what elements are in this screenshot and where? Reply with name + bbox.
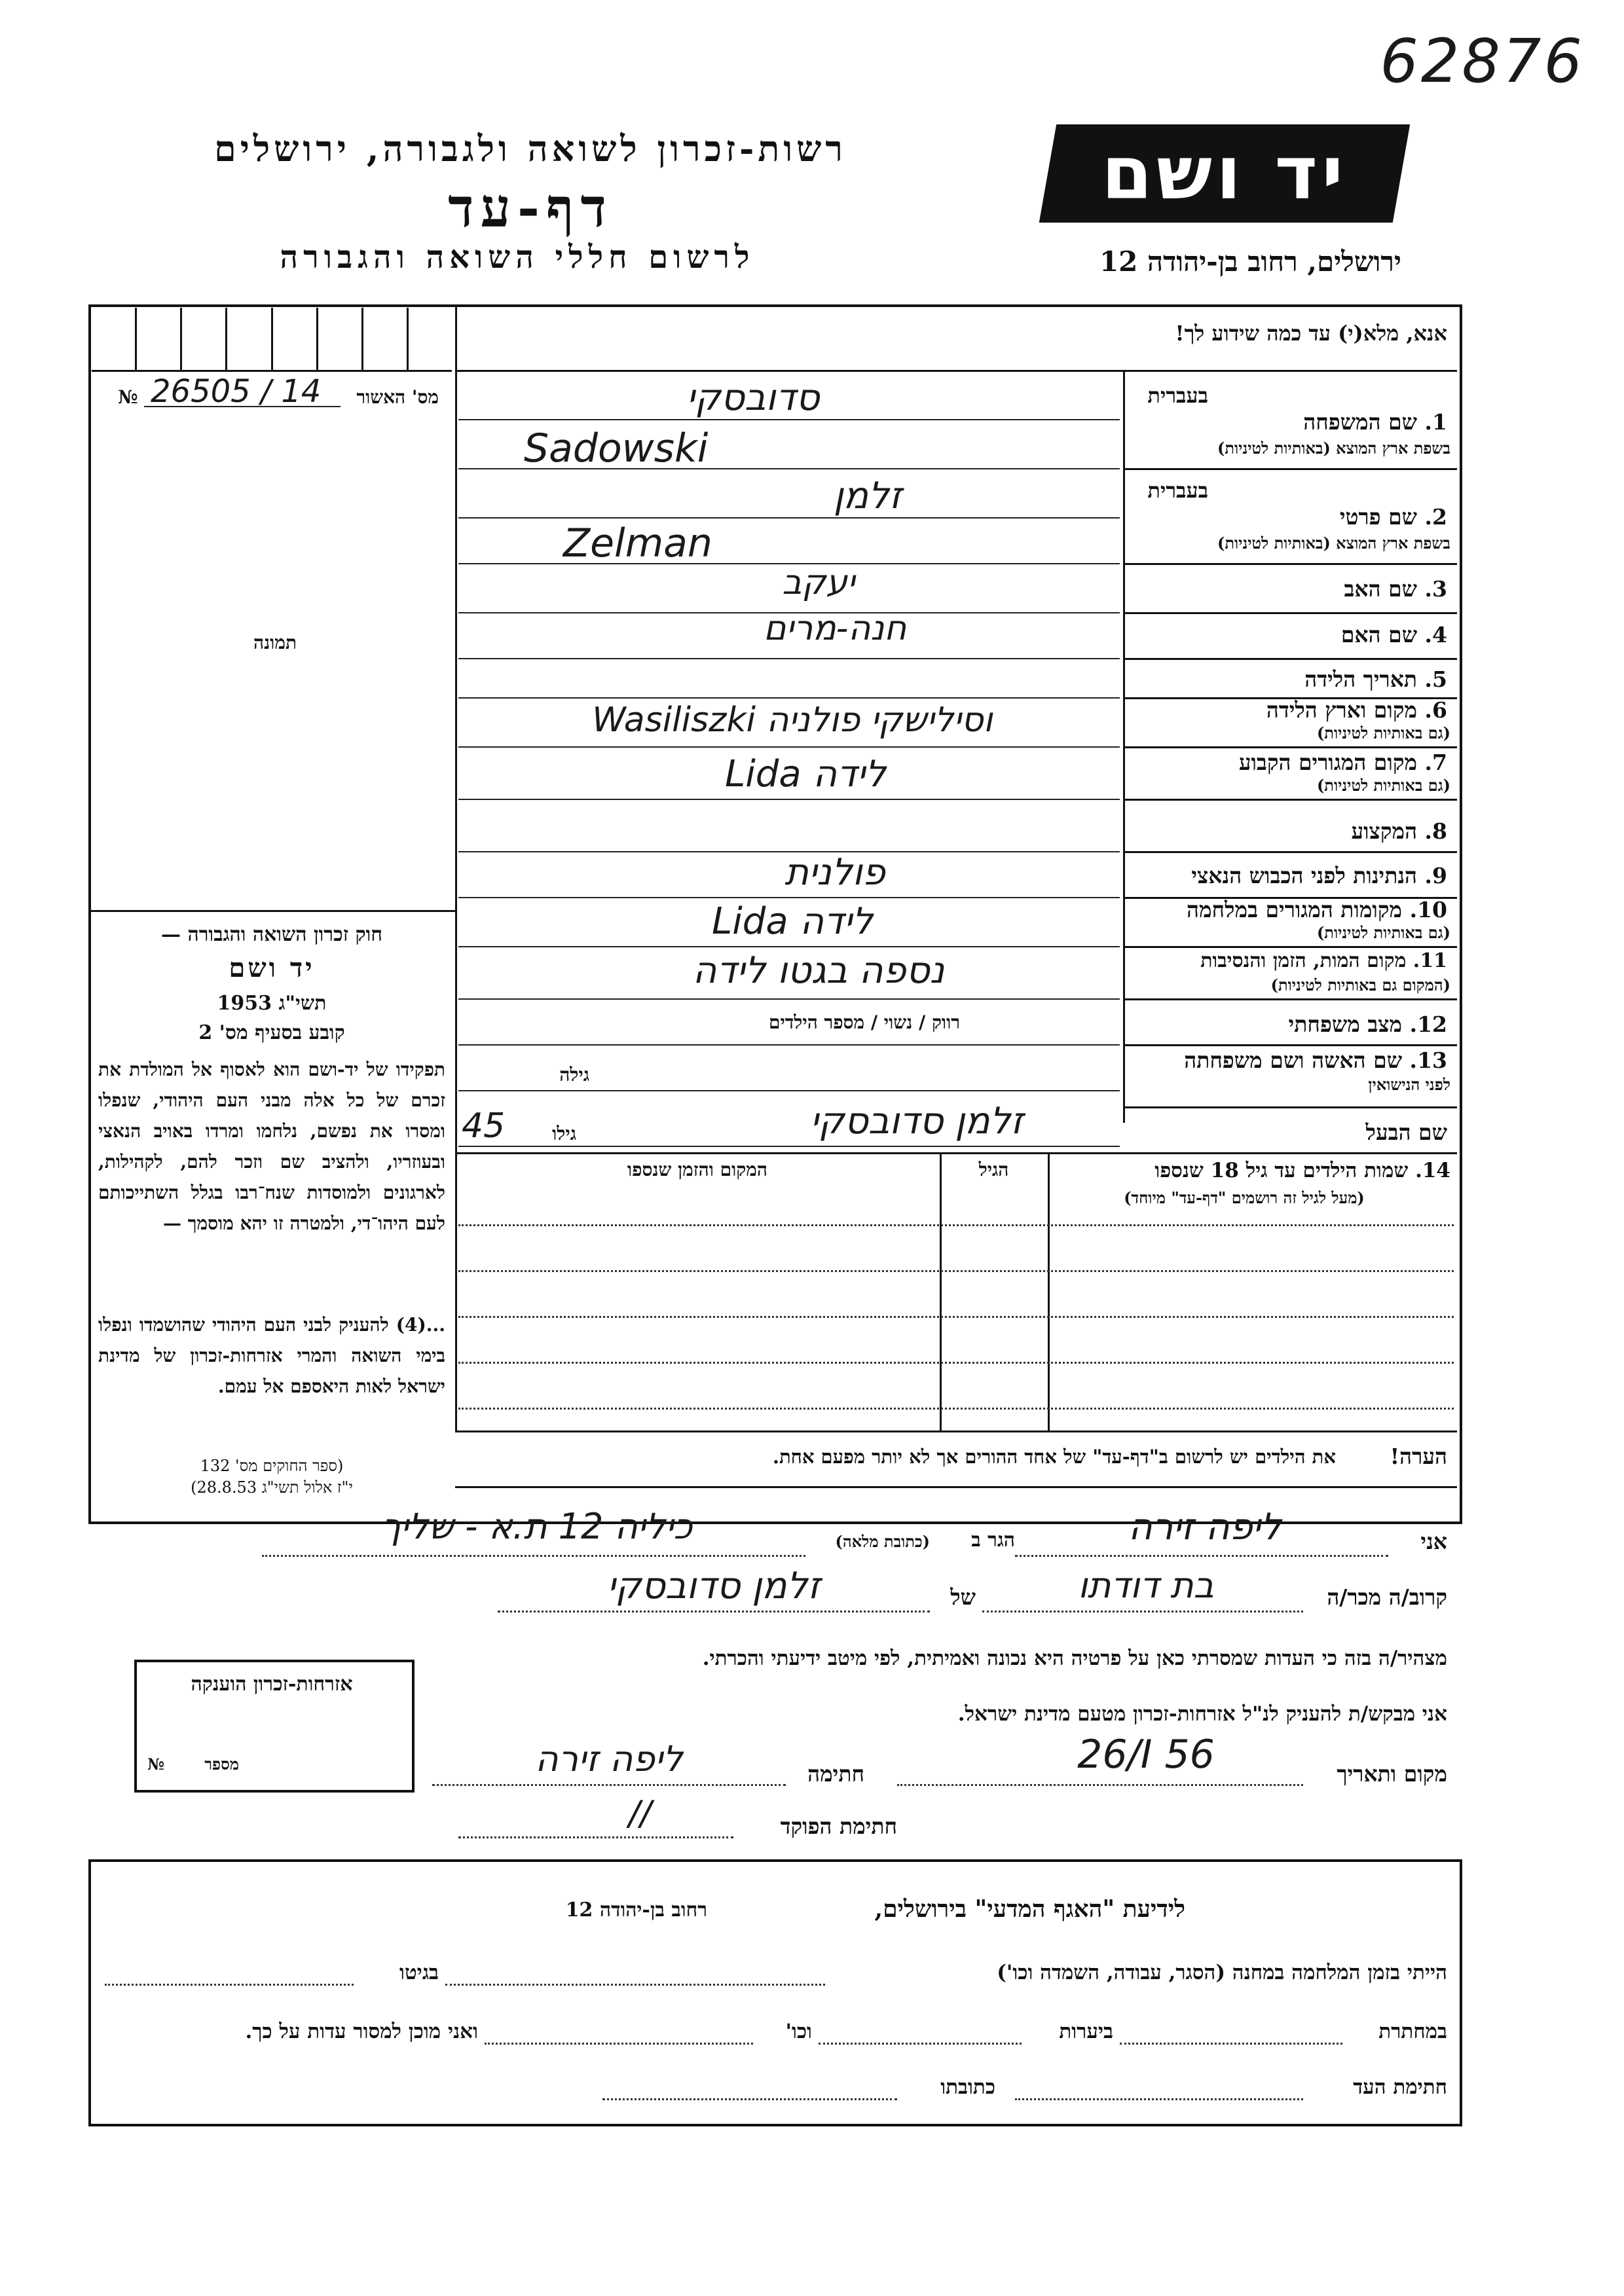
place-date-line: [897, 1784, 1303, 1786]
value-line: [458, 1044, 1120, 1046]
row-divider-2: [1123, 563, 1457, 565]
row-divider-13: [1123, 1106, 1457, 1108]
field-sublabel: (המקום גם באותיות לטיניות): [1270, 975, 1450, 994]
surname-hebrew-value: סדובסקי: [686, 376, 820, 419]
authority-name: רשות-זכרון לשואה ולגבורה, ירושלים: [214, 128, 847, 170]
field-label: 8. המקצוע: [1351, 818, 1447, 844]
bottom-witness-signature-label: חתימת העד: [1353, 2075, 1447, 2099]
row-divider-7: [1123, 799, 1457, 801]
field-label: 10. מקומות המגורים במלחמה: [1187, 897, 1447, 922]
bottom-underground-label: במחתרת: [1378, 2020, 1447, 2043]
field-sublabel: בשפת ארץ המוצא (באותיות לטיניות): [1217, 439, 1450, 458]
value-line: [458, 799, 1120, 800]
bottom-etc-line: [485, 2043, 753, 2045]
field-lang-label: בעברית: [1147, 478, 1208, 503]
field-label: 12. מצב משפחתי: [1288, 1011, 1447, 1037]
value-line: [458, 897, 1120, 898]
children-row-line: [458, 1224, 1454, 1226]
approval-number-label: מס' האשור: [356, 386, 439, 408]
declarant-address-value: כיליה 12 ת.א - שליך: [381, 1506, 693, 1547]
birthplace-value: וסילישקי פולניה Wasiliszki: [592, 701, 993, 740]
children-row-line: [458, 1362, 1454, 1364]
bottom-address: רחוב בן-יהודה 12: [565, 1899, 707, 1922]
row-divider-12: [1123, 1044, 1457, 1046]
bottom-underground-line: [1120, 2043, 1342, 2045]
field-sublabel: (גם באותיות לטיניות): [1316, 776, 1450, 795]
citizenship-no-mark: №: [147, 1755, 165, 1774]
victim-name-repeat-value: זלמן סדובסקי: [607, 1565, 821, 1607]
signature-label: חתימה: [807, 1761, 864, 1787]
bottom-witness-signature-line: [1015, 2098, 1303, 2100]
bottom-witness-address-label: כתובתו: [940, 2075, 995, 2099]
children-age-header: הגיל: [978, 1159, 1009, 1180]
citizenship-box-title: אזרחות-זכרון הוענקה: [191, 1673, 353, 1696]
field-label: 4. שם האם: [1340, 622, 1447, 647]
signature-line: [432, 1784, 786, 1786]
children-top-line: [455, 1152, 1457, 1154]
field-label: 5. תאריך הלידה: [1304, 666, 1447, 692]
death-place-value: נספה בגטו לידה: [692, 949, 945, 992]
husband-age-label: גילו: [552, 1123, 576, 1144]
surname-latin-value: Sadowski: [524, 426, 709, 471]
declarant-name-value: ליפה זירה: [1128, 1506, 1282, 1548]
declarant-label: אני: [1420, 1529, 1447, 1554]
row-divider-4: [1123, 658, 1457, 660]
field-sublabel: (גם באותיות לטיניות): [1316, 723, 1450, 742]
field-label: 2. שם פרטי: [1339, 504, 1447, 530]
note-label: הערה!: [1390, 1444, 1447, 1469]
value-line: [458, 746, 1120, 748]
citizenship-number-label: מספר: [204, 1755, 239, 1774]
value-line: [458, 1146, 1120, 1147]
law-text: תפקידו של יד-ושם הוא לאסוף אל המולדת את זכרם של כל אלה מבני העם היהודי, שנפלו ומסרו את נפשם, נלחמו ומרדו באויב הנאצי ובעוזריו, ולהציב שם וזכר להם, לקהילות, לארגונים ולמוסדות שנח־רבו בגלל השתייכותם לעם היהו־די, ולמטרה זו יהא מוסמך —: [98, 1059, 445, 1234]
field-label: 7. מקום המגורים הקבוע: [1238, 750, 1447, 775]
row-divider-8: [1123, 851, 1457, 853]
bottom-testimony-text: ואני מוכן למסור עדות על כך.: [245, 2020, 478, 2043]
children-row-line: [458, 1270, 1454, 1272]
place-date-label: מקום ותאריך: [1337, 1761, 1447, 1787]
law-name: יד ושם: [229, 953, 315, 983]
field-sublabel: לפני הנישואין: [1368, 1075, 1450, 1094]
value-line: [458, 419, 1120, 420]
field-label: 11. מקום המות, הזמן והנסיבות: [1200, 949, 1447, 972]
bottom-ghetto-label: בגיטו: [399, 1961, 439, 1984]
of-label: של: [950, 1584, 976, 1610]
given-name-hebrew-value: זלמן: [833, 475, 902, 517]
law-box-top-line: [88, 910, 455, 912]
husband-age-value: 45: [462, 1106, 506, 1146]
approval-number-value: 26505 / 14: [151, 373, 322, 410]
field-label: 6. מקום וארץ הלידה: [1266, 697, 1447, 723]
approval-no-mark: №: [118, 386, 138, 408]
address-line: [262, 1555, 805, 1557]
yad-vashem-logo: [1039, 124, 1410, 223]
photo-label: תמונה: [253, 632, 297, 653]
signature-value: ליפה זירה: [535, 1738, 683, 1779]
field-label: 1. שם המשפחה: [1303, 409, 1447, 435]
residence-value: לידה Lida: [725, 753, 886, 795]
given-name-latin-value: Zelman: [563, 520, 712, 566]
bottom-etc-label: וכו': [785, 2020, 812, 2043]
husband-name-value: זלמן סדובסקי: [810, 1100, 1024, 1142]
form-title: דף-עד: [448, 177, 613, 240]
field-lang-label: בעברית: [1147, 383, 1208, 408]
note-bottom-line: [455, 1486, 1457, 1488]
children-label: 14. שמות הילדים עד גיל 18 שנספו: [1154, 1159, 1450, 1182]
row-divider-6: [1123, 746, 1457, 748]
value-line: [458, 517, 1120, 519]
father-name-value: יעקב: [782, 563, 855, 602]
form-subtitle: לרשום חללי השואה והגבורה: [280, 239, 755, 276]
relation-label: קרוב/ה מכר/ה: [1327, 1584, 1447, 1610]
bottom-camp-text: הייתי בזמן המלחמה במחנה (הסגר, עבודה, השמדה וכו'): [997, 1961, 1447, 1984]
request-text: אני מבקש/ת להעניק לנ"ל אזרחות-זכרון מטעם מדינת ישראל.: [957, 1702, 1447, 1726]
left-column-divider: [455, 304, 457, 1430]
statement-text: מצהיר/ה בזה כי העדות שמסרתי כאן על פרטיה היא נכונה ואמיתית, לפי מיטב ידיעתי והכרתי.: [702, 1647, 1447, 1670]
field-label: 13. שם האשה ושם משפחתה: [1184, 1048, 1447, 1073]
field-label: שם הבעל: [1365, 1120, 1447, 1145]
declarant-line: [1015, 1555, 1388, 1557]
value-line: [458, 946, 1120, 947]
archive-number: 62876: [1380, 26, 1585, 96]
marital-status-options: רווק / נשוי / מספר הילדים: [768, 1011, 961, 1033]
law-clause: ...(4) להעניק לבני העם היהודי שהושמדו ונפלו בימי השואה והמרי אזרחות-זכרון של מדינת ישראל לאות היאספם אל עמם.: [98, 1314, 445, 1397]
value-line: [458, 998, 1120, 1000]
value-line: [458, 697, 1120, 699]
law-section: קובע בסעיף מס' 2: [198, 1021, 345, 1044]
officer-signature-value: //: [629, 1794, 652, 1833]
law-source-date: י"ז אלול תשי"ג 28.8.53): [191, 1478, 353, 1497]
officer-signature-label: חתימת הפוקד: [780, 1813, 897, 1839]
logo-text: יד ושם: [1101, 131, 1348, 216]
note-top-line: [455, 1430, 1457, 1432]
row-divider-3: [1123, 612, 1457, 614]
field-label: 3. שם האב: [1344, 576, 1447, 602]
children-sublabel: (מעל לגיל זה רושמים "דף-עד" מיוחד): [1124, 1188, 1365, 1207]
law-year: תשי"ג 1953: [217, 992, 327, 1015]
full-address-label: (כתובת מלאה): [835, 1532, 930, 1551]
bottom-title: לידיעת "האגף המדעי" בירושלים,: [874, 1895, 1185, 1923]
header-address: ירושלים, רחוב בן-יהודה 12: [1099, 246, 1401, 278]
field-label: 9. הנתינות לפני הכבוש הנאצי: [1191, 863, 1447, 888]
bottom-forests-label: ביערות: [1059, 2020, 1113, 2043]
approval-number-line: [144, 406, 341, 407]
field-sublabel: (גם באותיות לטיניות): [1316, 923, 1450, 942]
wartime-residence-value: לידה Lida: [712, 900, 873, 943]
resides-label: הגר ב: [971, 1529, 1015, 1552]
relation-line: [982, 1611, 1303, 1613]
wife-age-label: גילה: [559, 1064, 589, 1085]
bottom-witness-address-line: [602, 2098, 897, 2100]
officer-signature-line: [458, 1836, 733, 1838]
value-line: [458, 658, 1120, 659]
children-col-divider-2: [940, 1152, 942, 1430]
law-title: חוק זכרון השואה והגבורה —: [161, 923, 382, 946]
approval-digit-boxes: [92, 308, 452, 372]
bottom-ghetto-line: [105, 1984, 354, 1986]
children-row-line: [458, 1408, 1454, 1410]
note-text: את הילדים יש לרשום ב"דף-עד" של אחד ההורים אך לא יותר מפעם אחת.: [772, 1446, 1336, 1468]
children-col-divider-1: [1048, 1152, 1050, 1430]
field-sublabel: בשפת ארץ המוצא (באותיות לטיניות): [1217, 534, 1450, 553]
children-place-header: המקום והזמן שנספו: [627, 1159, 767, 1180]
nationality-value: פולנית: [784, 851, 885, 894]
intro-text: אנא, מלא(י) עד כמה שידוע לך!: [1175, 321, 1447, 346]
row-divider-11: [1123, 998, 1457, 1000]
law-source: (ספר החוקים מס' 132: [200, 1457, 344, 1475]
value-line: [458, 1090, 1120, 1091]
of-line: [498, 1611, 930, 1613]
place-date-value: 26/I 56: [1077, 1732, 1215, 1777]
mother-name-value: חנה-מרים: [763, 609, 907, 648]
intro-line: [455, 370, 1457, 372]
relation-value: בת דודתו: [1078, 1565, 1214, 1606]
bottom-camp-line: [445, 1984, 825, 1986]
row-divider-10: [1123, 946, 1457, 948]
children-row-line: [458, 1316, 1454, 1318]
row-divider-1: [1123, 468, 1457, 470]
bottom-forests-line: [819, 2043, 1022, 2045]
